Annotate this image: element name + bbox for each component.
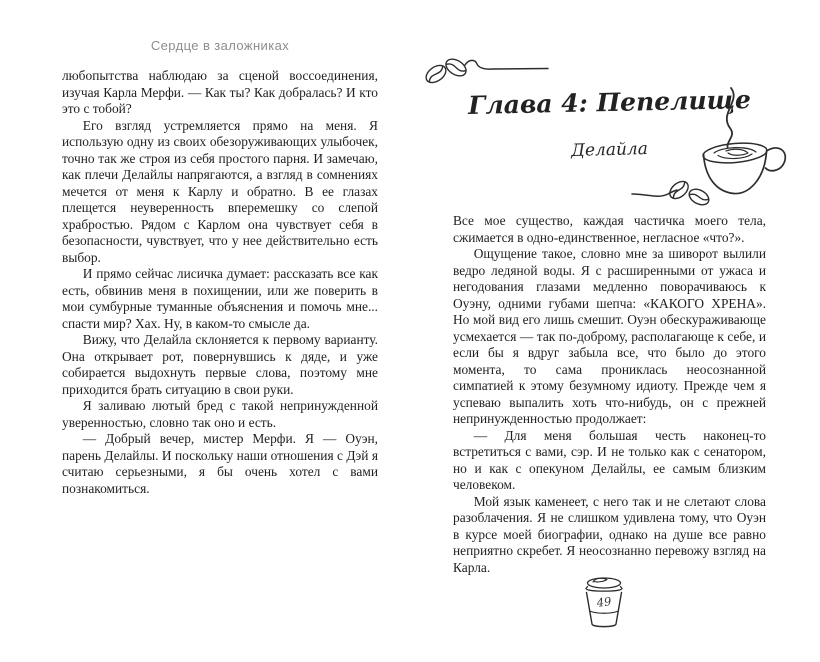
coffee-cup-steam-icon bbox=[630, 82, 820, 217]
body-paragraph: Все мое существо, каждая частичка моего тела, сжимается в одно-единственное, негласное «что?». bbox=[453, 213, 766, 245]
page-number: 49 bbox=[595, 594, 613, 610]
coffee-bean-icon bbox=[687, 186, 712, 208]
body-paragraph: любопытства наблюдаю за сценой воссоединения, изучая Карла Мерфи. — Как ты? Как добралась? И кто это с тобой? bbox=[62, 68, 378, 116]
coffee-beans-divider-icon bbox=[419, 52, 559, 90]
chapter-pov-name: Делайла bbox=[570, 138, 649, 162]
page-number-cup bbox=[578, 575, 630, 631]
body-paragraph: Я заливаю лютый бред с такой непринужденной уверенностью, словно так оно и есть. bbox=[62, 398, 378, 430]
running-header: Сердце в заложниках bbox=[150, 38, 290, 53]
left-page-text bbox=[62, 68, 378, 497]
coffee-bean-icon bbox=[667, 178, 692, 202]
right-page-text bbox=[453, 213, 766, 576]
body-paragraph: И прямо сейчас лисичка думает: рассказать все как есть, обвинив меня в похищении, или же поверить в мои сумбурные туманные объяснения и помочь мне... спасти мир? Хах. Ну, в каком-то смысле да. bbox=[62, 266, 378, 331]
body-paragraph: Ощущение такое, словно мне за шиворот вылили ведро ледяной воды. Я с расширенными от ужаса и негодования глазами медленно поворачиваюсь к Оуэну, одними губами шепча: «КАКОГО ХРЕНА». Но мой вид его лишь смешит. Оуэн обескураживающе усмехается — так по-доброму, располагающе к себе, и если бы я вдруг забыла все, что было до этого момента, то сама прониклась неосознанной симпатией к этому безумному идиоту. Прежде чем я успеваю выпалить хоть что-нибудь, он с прежней непринужденностью продолжает: bbox=[453, 246, 766, 426]
body-paragraph: Его взгляд устремляется прямо на меня. Я использую одну из своих обезоруживающих улыбочек, точно так же строя из себя простого парня. И замечаю, как плечи Делайлы напрягаются, а взгляд в сомнениях мечется от меня к Карлу и обратно. В ее глазах плещется неуверенность вперемешку со слепой храбростью. Рядом с Карлом она чувствует себя в безопасности, чувствует, что у нее действительно есть выбор. bbox=[62, 117, 378, 265]
steam-icon bbox=[727, 88, 734, 147]
chapter-title: Глава 4: Пепелище bbox=[467, 85, 752, 120]
body-paragraph: — Добрый вечер, мистер Мерфи. Я — Оуэн, парень Делайлы. И поскольку наши отношения с Дэй я считаю серьезными, я бы очень хотел с вами познакомиться. bbox=[62, 431, 378, 496]
body-paragraph: Вижу, что Делайла склоняется к первому варианту. Она открывает рот, повернувшись к дяде, и уже собирается выдохнуть первые слова, поэтому мне приходится брать ситуацию в свои руки. bbox=[62, 332, 378, 397]
body-paragraph: Мой язык каменеет, с него так и не слетают слова разоблачения. Я не слишком удивлена тому, что Оуэн в курсе моей биографии, однако на душе все равно неприятно скребет. Я неосознанно перевожу взгляд на Карла. bbox=[453, 493, 766, 575]
body-paragraph: — Для меня большая честь наконец-то встретиться с вами, сэр. И не только как с сенатором, но и как с опекуном Делайлы, ее самым близким человеком. bbox=[453, 427, 766, 492]
